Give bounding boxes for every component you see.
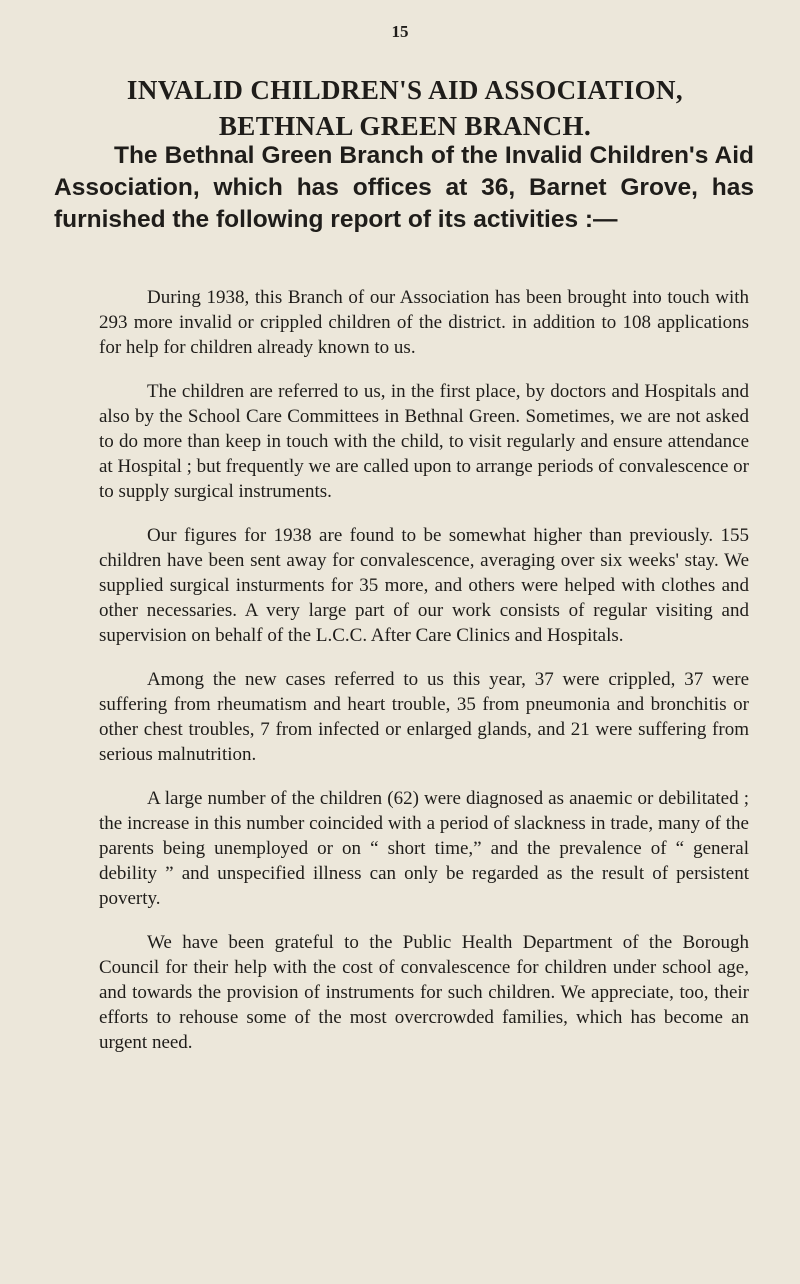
page-number: 15 [391,22,409,41]
paragraph-6: We have been grateful to the Public Health Department of the Borough Council for their help with the cost of convalescence for children under school age, and towards the provision of instruments for such children. We appreciate, too, their efforts to rehouse some of the most overcrowded families, which has become an urgent need. [99,932,749,1053]
paragraph-1: During 1938, this Branch of our Association has been brought into touch with 293 more invalid or crippled children of the district. in addition to 108 applications for help for children already known to us. [99,287,749,358]
paragraph-5: A large number of the children (62) were diagnosed as anaemic or debilitated ; the increase in this number coincided with a period of slackness in trade, many of the parents being unemployed or on “ short time,” and the prevalence of “ general debility ” and unspecified illness can only be regarded as the result of persistent poverty. [99,788,749,909]
paragraph-2: The children are referred to us, in the first place, by doctors and Hospitals and also by the School Care Committees in Bethnal Green. Sometimes, we are not asked to do more than keep in touch with the child, to visit regularly and ensure attendance at Hospital ; but frequently we are called upon to arrange periods of convalescence or to supply surgical instruments. [99,381,749,502]
paragraph-3: Our figures for 1938 are found to be somewhat higher than previously. 155 children have been sent away for convalescence, averaging over six weeks' stay. We supplied surgical insturments for 35 more, and others were helped with clothes and other necessaries. A very large part of our work consists of regular visiting and supervision on behalf of the L.C.C. After Care Clinics and Hospitals. [99,525,749,646]
page-title [60,72,750,144]
title-line-2: BETHNAL GREEN BRANCH. [218,111,592,141]
title-line-1: INVALID CHILDREN'S AID ASSOCIATION, [126,75,684,105]
report-body [99,285,749,1074]
paragraph-4: Among the new cases referred to us this year, 37 were crippled, 37 were suffering from rheumatism and heart trouble, 35 from pneumonia and bronchitis or other chest troubles, 7 from infected or enlarged glands, and 21 were suffering from serious malnutrition. [99,669,749,765]
intro-paragraph: The Bethnal Green Branch of the Invalid Children's Aid Association, which has offices at 36, Barnet Grove, has furnished the following report of its activities :— [54,142,754,233]
